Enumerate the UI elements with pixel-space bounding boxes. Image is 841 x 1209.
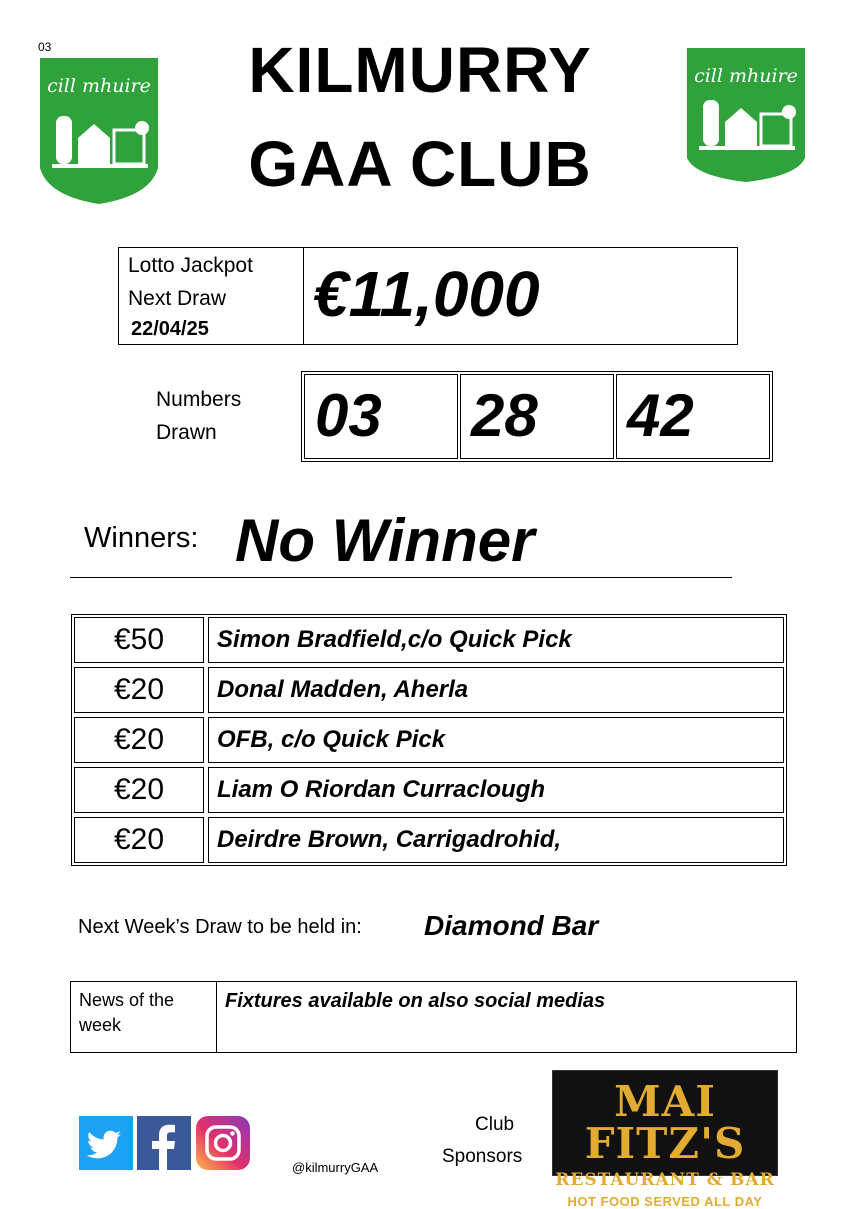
prize-amount: €20 <box>74 767 204 813</box>
prize-row <box>74 667 784 713</box>
jackpot-label-line2: Next Draw <box>128 287 227 310</box>
news-label: News of the week <box>79 990 175 1035</box>
social-handle[interactable]: @kilmurryGAA <box>292 1160 379 1175</box>
jackpot-amount: €11,000 <box>313 258 540 330</box>
news-divider <box>216 982 217 1052</box>
drawn-number-2: 28 <box>460 374 614 459</box>
drawn-number-3: 42 <box>616 374 770 459</box>
prize-row <box>74 617 784 663</box>
prize-winner: Deirdre Brown, Carrigadrohid, <box>208 817 784 863</box>
prize-winner: Simon Bradfield,c/o Quick Pick <box>208 617 784 663</box>
prize-winner: Donal Madden, Aherla <box>208 667 784 713</box>
next-week-label: Next Week’s Draw to be held in: <box>78 916 362 938</box>
sponsor-logo <box>552 1070 778 1209</box>
prize-row <box>74 767 784 813</box>
prize-amount: €20 <box>74 667 204 713</box>
news-box <box>70 981 797 1053</box>
sponsors-label-line1: Club <box>475 1114 515 1135</box>
crest-text-right: cill mhuire <box>694 65 798 87</box>
prize-table <box>71 614 787 866</box>
winners-divider <box>70 577 732 578</box>
numbers-drawn-label-line1: Numbers <box>156 388 242 411</box>
crest-text-left: cill mhuire <box>47 75 151 97</box>
prize-amount: €20 <box>74 817 204 863</box>
prize-amount: €50 <box>74 617 204 663</box>
jackpot-date: 22/04/25 <box>131 318 209 340</box>
sponsors-label-line2: Sponsors <box>442 1146 523 1167</box>
club-title-line2: GAA CLUB <box>248 128 592 200</box>
sponsor-subtitle: RESTAURANT & BAR <box>555 1170 775 1190</box>
prize-winner: Liam O Riordan Curraclough <box>208 767 784 813</box>
news-text: Fixtures available on also social medias <box>225 990 606 1012</box>
jackpot-label-line1: Lotto Jackpot <box>128 254 253 277</box>
numbers-drawn-label-line2: Drawn <box>156 421 217 444</box>
drawn-number-1: 03 <box>304 374 458 459</box>
sponsor-name: MAI FITZ'S <box>584 1077 746 1168</box>
next-week-venue: Diamond Bar <box>424 910 599 941</box>
club-crest-right <box>685 46 807 196</box>
numbers-drawn-box <box>301 371 773 462</box>
twitter-icon[interactable] <box>79 1116 133 1170</box>
instagram-icon[interactable] <box>196 1116 250 1170</box>
jackpot-divider <box>303 248 304 344</box>
club-title-line1: KILMURRY <box>248 34 592 106</box>
winners-label: Winners: <box>84 522 199 554</box>
page-number: 03 <box>38 40 52 54</box>
jackpot-box <box>118 247 738 345</box>
prize-winner: OFB, c/o Quick Pick <box>208 717 784 763</box>
club-crest-left <box>38 56 160 206</box>
facebook-icon[interactable] <box>137 1116 191 1170</box>
prize-row <box>74 817 784 863</box>
winners-value: No Winner <box>235 507 535 574</box>
sponsor-tagline: HOT FOOD SERVED ALL DAY <box>567 1194 763 1209</box>
prize-amount: €20 <box>74 717 204 763</box>
prize-row <box>74 717 784 763</box>
